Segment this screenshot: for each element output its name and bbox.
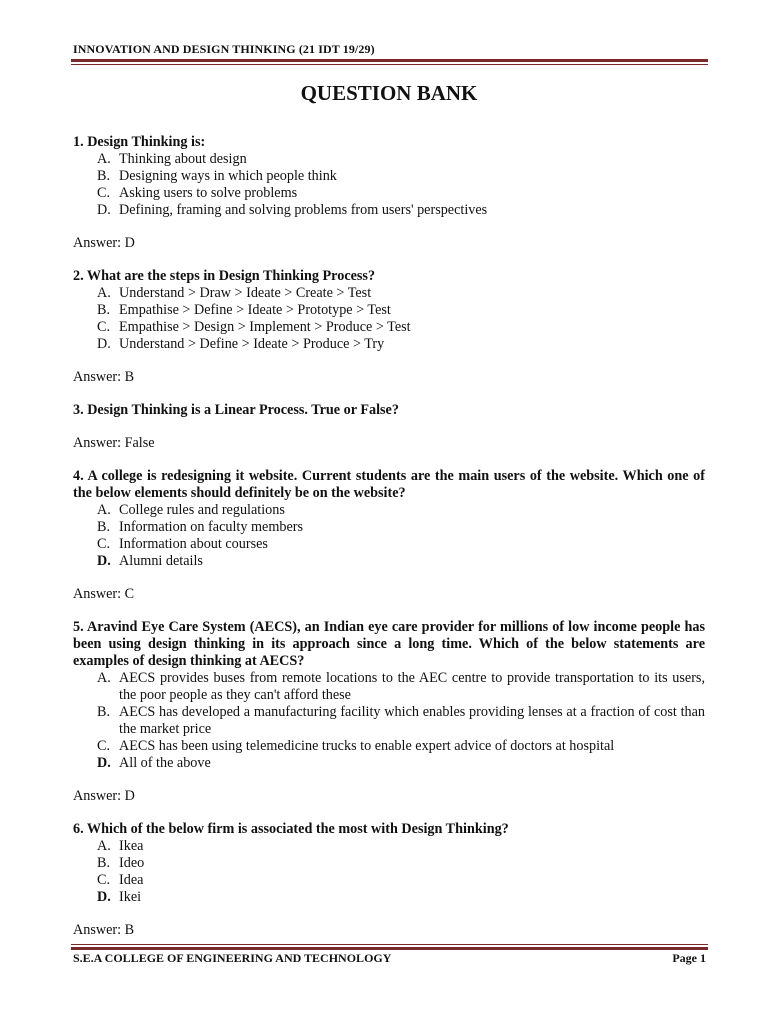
option-letter: D.: [97, 553, 111, 569]
option-c: [73, 536, 705, 553]
option-text: AECS has been using telemedicine trucks to enable expert advice of doctors at hospital: [119, 738, 615, 754]
option-a: [73, 670, 705, 704]
option-d: [73, 755, 705, 772]
answer: Answer: B: [73, 922, 135, 938]
page-number: Page 1: [672, 951, 706, 965]
question-text: 2. What are the steps in Design Thinking Process?: [73, 268, 376, 284]
option-text: Information about courses: [119, 536, 268, 552]
footer-rule: [71, 944, 708, 950]
option-text: Ikei: [119, 889, 142, 905]
option-d: [73, 889, 705, 906]
option-letter: C.: [97, 536, 111, 552]
option-text: Idea: [119, 872, 144, 888]
option-letter: D.: [97, 336, 111, 352]
option-text: Information on faculty members: [119, 519, 303, 535]
question-text: 3. Design Thinking is a Linear Process. True or False?: [73, 402, 399, 418]
option-letter: A.: [97, 838, 111, 854]
option-letter: B.: [97, 519, 111, 535]
option-text: Asking users to solve problems: [119, 185, 298, 201]
option-text: Understand > Draw > Ideate > Create > Test: [119, 285, 372, 301]
option-letter: A.: [97, 502, 111, 518]
option-letter: C.: [97, 319, 111, 335]
option-d: [73, 553, 705, 570]
option-c: [73, 872, 705, 889]
footer-college: S.E.A COLLEGE OF ENGINEERING AND TECHNOLOGY: [73, 951, 392, 965]
question-1: [73, 134, 705, 252]
option-letter: D.: [97, 755, 111, 771]
option-a: [73, 151, 705, 168]
option-b: [73, 855, 705, 872]
option-c: [73, 738, 705, 755]
question-2: [73, 268, 705, 386]
option-text: Ikea: [119, 838, 144, 854]
options-list: [73, 502, 705, 570]
question-6: [73, 821, 705, 939]
answer: Answer: D: [73, 788, 135, 804]
option-d: [73, 336, 705, 353]
question-3: [73, 402, 705, 452]
answer: Answer: B: [73, 369, 135, 385]
option-text: Alumni details: [119, 553, 203, 569]
option-a: [73, 838, 705, 855]
option-b: [73, 302, 705, 319]
option-text: Understand > Define > Ideate > Produce > Try: [119, 336, 385, 352]
option-b: [73, 168, 705, 185]
question-4: [73, 468, 705, 603]
answer: Answer: D: [73, 235, 135, 251]
option-text: Thinking about design: [119, 151, 247, 167]
option-letter: B.: [97, 168, 111, 184]
question-text: 6. Which of the below firm is associated the most with Design Thinking?: [73, 821, 509, 837]
option-a: [73, 285, 705, 302]
option-text: Ideo: [119, 855, 145, 871]
header-rule: [71, 59, 708, 65]
option-text: Defining, framing and solving problems from users' perspectives: [119, 202, 488, 218]
option-text: AECS provides buses from remote locations to the AEC centre to provide transportation to its users, the poor people as they can't afford these: [119, 670, 705, 703]
option-d: [73, 202, 705, 219]
option-letter: A.: [97, 670, 111, 686]
options-list: [73, 285, 705, 353]
option-letter: B.: [97, 855, 111, 871]
option-text: Empathise > Define > Ideate > Prototype > Test: [119, 302, 391, 318]
page-title: QUESTION BANK: [300, 81, 478, 105]
question-text: 5. Aravind Eye Care System (AECS), an Indian eye care provider for millions of low income people has been using design thinking in its approach since a long time. Which of the below statements are examples of design thinking at AECS?: [73, 619, 705, 669]
options-list: [73, 151, 705, 219]
options-list: [73, 838, 705, 906]
option-text: Designing ways in which people think: [119, 168, 337, 184]
options-list: [73, 670, 705, 772]
option-text: Empathise > Design > Implement > Produce > Test: [119, 319, 411, 335]
question-5: [73, 619, 705, 805]
option-text: AECS has developed a manufacturing facility which enables providing lenses at a fraction of cost than the market price: [119, 704, 705, 737]
option-c: [73, 319, 705, 336]
option-a: [73, 502, 705, 519]
option-letter: B.: [97, 302, 111, 318]
option-letter: A.: [97, 285, 111, 301]
option-b: [73, 519, 705, 536]
option-letter: D.: [97, 889, 111, 905]
option-c: [73, 185, 705, 202]
option-text: College rules and regulations: [119, 502, 285, 518]
option-letter: D.: [97, 202, 111, 218]
document-header: INNOVATION AND DESIGN THINKING (21 IDT 19/29): [73, 42, 375, 56]
option-b: [73, 704, 705, 738]
question-list: [73, 134, 705, 939]
option-letter: C.: [97, 185, 111, 201]
option-text: All of the above: [119, 755, 211, 771]
question-text: 4. A college is redesigning it website. Current students are the main users of the website. Which one of the below elements should definitely be on the website?: [73, 468, 705, 501]
option-letter: C.: [97, 872, 111, 888]
answer: Answer: C: [73, 586, 135, 602]
option-letter: C.: [97, 738, 111, 754]
option-letter: B.: [97, 704, 111, 720]
question-text: 1. Design Thinking is:: [73, 134, 206, 150]
option-letter: A.: [97, 151, 111, 167]
answer: Answer: False: [73, 435, 155, 451]
